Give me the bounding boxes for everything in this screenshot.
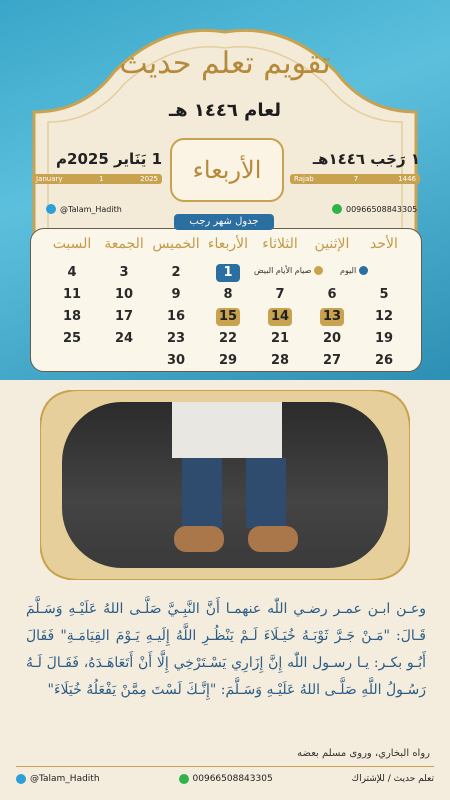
calendar-day: 19 [374,331,394,346]
footer-subscribe-label: تعلم حديث / للإشتراك [351,774,434,784]
hijri-date-main: ١ رَجَب ١٤٤٦هـ [312,150,420,168]
footer-telegram-handle: @Talam_Hadith [30,774,100,784]
calendar-day: 11 [62,287,82,302]
hadith-photo [62,402,388,568]
hijri-month-num: 7 [353,175,359,183]
calendar-day: 1 [216,264,240,282]
gregorian-day: 1 [99,175,104,183]
calendar-day: 18 [62,309,82,324]
app-title: تقويم تعلم حديث [119,46,331,81]
whatsapp-contact[interactable] [332,204,417,214]
telegram-icon [16,774,26,784]
hijri-month-en: Rajab [294,175,314,183]
calendar-day: 13 [320,308,344,326]
whatsapp-icon [179,774,189,784]
calendar-day: 17 [114,309,134,324]
gregorian-year: 2025 [140,175,158,183]
calendar-day: 15 [216,308,240,326]
calendar-day: 8 [223,287,233,302]
white-garment-image [172,402,282,458]
calendar-day: 10 [114,287,134,302]
legend-white-days [254,266,323,275]
footer-whatsapp-number: 00966508843305 [192,774,273,784]
weekday-thu: الخميس [152,236,200,252]
telegram-icon [46,204,56,214]
whatsapp-icon [332,204,342,214]
telegram-contact[interactable] [46,204,122,214]
gregorian-date [32,150,162,184]
footer-subscribe[interactable] [352,774,434,784]
footer-whatsapp[interactable] [179,774,273,784]
hijri-year: 1446 [398,175,416,183]
calendar-day: 14 [268,308,292,326]
calendar-day: 12 [374,309,394,324]
calendar-day: 9 [171,287,181,302]
legend-white-days-label: صيام الأيام البيض [254,266,312,275]
gregorian-date-strip [32,174,162,184]
right-leg-image [246,458,286,528]
calendar-day: 24 [114,331,134,346]
calendar-day: 2 [171,265,181,280]
weekday-wed: الأربعاء [207,236,249,252]
calendar-day: 4 [67,265,77,280]
calendar-day: 20 [322,331,342,346]
calendar-day: 16 [166,309,186,324]
calendar-day: 25 [62,331,82,346]
calendar-day: 23 [166,331,186,346]
calendar-day: 28 [270,353,290,368]
calendar-day: 3 [119,265,129,280]
left-leg-image [182,458,222,528]
hijri-date-strip [290,174,420,184]
footer-telegram[interactable] [16,774,100,784]
weekday-sun: الأحد [370,236,398,252]
calendar-day: 22 [218,331,238,346]
weekday-badge: الأربعاء [170,138,284,202]
calendar-day: 21 [270,331,290,346]
calendar-label: جدول شهر رجب [174,214,274,230]
calendar-day: 6 [327,287,337,302]
hijri-date [290,150,420,184]
gregorian-month-en: January [36,175,63,183]
white-days-dot-icon [314,266,323,275]
legend-today [340,266,368,275]
calendar-day: 29 [218,353,238,368]
calendar-day: 27 [322,353,342,368]
calendar-day: 30 [166,353,186,368]
year-subtitle: لعام ١٤٤٦ هـ [169,100,281,121]
calendar-day: 5 [379,287,389,302]
today-dot-icon [359,266,368,275]
footer [16,766,434,791]
hadith-source: رواه البخاري، وروى مسلم بعضه [297,748,430,759]
left-shoe-image [174,526,224,552]
calendar-day: 26 [374,353,394,368]
weekday-mon: الإثنين [314,236,350,252]
gregorian-date-main: 1 يَنَاير 2025م [56,150,162,168]
weekday-fri: الجمعة [104,236,144,252]
weekday-tue: الثلاثاء [262,236,298,252]
telegram-handle: @Talam_Hadith [60,204,122,214]
calendar-day: 7 [275,287,285,302]
hadith-text: وعـن ابـن عمـر رضـي اللّٰه عنهمـا أَنَّ النَّبِـيَّ صَلَّـى اللهُ عَلَيْـهِ وَسَـلَّمَ قَـالَ: "مَـنْ جَـرَّ ثَوْبَـهُ خُيَـلَاءَ لَـمْ يَنْظُـرِ اللَّهُ إِلَيـهِ يَـوْمَ القِيَامَـةِ" فَقَالَ أَبُـو بكـر: يـا رسـول اللّٰه إِنَّ إِزَارِي يَسْـتَرْخِي إِلَّا أَنْ أَتَعَاهَـدَهُ، فَقَـالَ لَـهُ رَسُـولُ اللَّهِ صَلَّـى اللهُ عَلَيْـهِ وَسَـلَّمَ: "إِنَّـكَ لَسْتَ مِمَّنْ يَفْعَلُهُ خُيَلَاءَ" [26,601,426,698]
legend-today-label: اليوم [340,266,357,275]
weekday-sat: السبت [52,236,92,252]
right-shoe-image [248,526,298,552]
whatsapp-number: 00966508843305 [346,204,418,214]
